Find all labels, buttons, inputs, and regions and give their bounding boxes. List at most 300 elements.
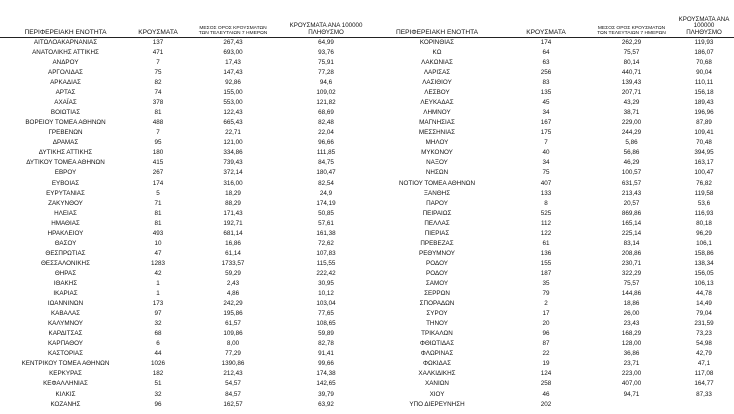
left-avg-7day: 122,43	[223, 109, 243, 117]
right-avg-7day: 207,71	[621, 89, 642, 97]
right-cases-count: 167	[540, 119, 552, 127]
left-cases-count: 378	[152, 99, 164, 107]
table-row	[0, 279, 734, 289]
header-per100k-right: ΚΡΟΥΣΜΑΤΑ ΑΝΑ 100000 ΠΛΗΘΥΣΜΟ	[674, 10, 734, 38]
table-row	[0, 249, 734, 259]
right-region-name: ΝΗΣΩΝ	[425, 169, 449, 177]
left-avg-7day: 1390,86	[221, 360, 245, 368]
right-region-name: ΣΑΜΟΥ	[425, 280, 449, 287]
left-avg-7day: 61,14	[225, 249, 241, 257]
right-per-100k: 80,18	[696, 219, 712, 227]
table-row	[0, 68, 734, 78]
left-cases-count: 137	[152, 38, 164, 46]
right-region-name: ΠΡΕΒΕΖΑΣ	[420, 239, 454, 247]
table-row	[0, 289, 734, 299]
left-avg-7day: 109,86	[223, 330, 243, 338]
right-per-100k: 47,1	[697, 360, 711, 368]
left-avg-7day: 121,00	[223, 139, 243, 147]
left-avg-7day: 334,86	[223, 149, 243, 157]
right-cases-count: 64	[542, 48, 550, 56]
right-avg-7day: 165,14	[621, 219, 642, 227]
left-region-name: ΙΘΑΚΗΣ	[53, 280, 78, 287]
left-avg-7day: 162,57	[223, 400, 243, 408]
right-region-name: ΣΕΡΡΩΝ	[424, 290, 450, 298]
left-per-100k: 222,42	[316, 269, 336, 277]
right-cases-count: 133	[540, 189, 552, 197]
right-avg-7day: 229,00	[621, 119, 642, 127]
right-per-100k: 117,08	[694, 370, 714, 378]
table-row	[0, 309, 734, 319]
right-avg-7day: 23,71	[623, 360, 640, 368]
left-region-name: ΖΑΚΥΝΘΟΥ	[48, 199, 83, 207]
left-per-100k: 142,65	[316, 380, 336, 388]
right-avg-7day: 36,86	[623, 350, 640, 358]
right-per-100k: 163,17	[694, 159, 714, 167]
left-region-name: ΕΒΡΟΥ	[54, 169, 77, 177]
right-avg-7day: 26,00	[623, 310, 640, 318]
right-avg-7day: 56,86	[623, 149, 640, 157]
left-avg-7day: 267,43	[223, 38, 243, 46]
right-region-name: ΝΑΞΟΥ	[426, 159, 448, 167]
right-region-name: ΚΩ	[432, 48, 442, 56]
right-avg-7day: 75,57	[623, 280, 640, 287]
right-cases-count: 407	[540, 179, 552, 187]
right-avg-7day: 168,29	[621, 330, 642, 338]
left-per-100k: 103,04	[316, 300, 336, 308]
left-cases-count: 182	[152, 370, 164, 378]
right-cases-count: 124	[540, 370, 552, 378]
right-region-name: ΜΕΣΣΗΝΙΑΣ	[418, 129, 456, 137]
left-per-100k: 84,75	[318, 159, 334, 167]
left-per-100k: 99,66	[318, 360, 334, 368]
right-cases-count: 256	[540, 69, 552, 77]
left-cases-count: 1	[156, 280, 160, 287]
right-avg-7day: 18,86	[623, 300, 640, 308]
left-cases-count: 415	[152, 159, 164, 167]
left-per-100k: 30,95	[318, 280, 334, 287]
right-cases-count: 61	[542, 239, 550, 247]
table-row	[0, 98, 734, 108]
left-avg-7day: 242,29	[223, 300, 243, 308]
right-cases-count: 34	[542, 109, 550, 117]
right-region-name: ΥΠΟ ΔΙΕΡΕΥΝΗΣΗ	[409, 400, 465, 408]
left-region-name: ΚΕΝΤΡΙΚΟΥ ΤΟΜΕΑ ΑΘΗΝΩΝ	[21, 360, 110, 368]
right-cases-count: 2	[544, 300, 548, 308]
right-region-name: ΠΑΡΟΥ	[426, 199, 448, 207]
left-region-name: ΚΑΣΤΟΡΙΑΣ	[48, 350, 83, 358]
right-region-name: ΤΡΙΚΑΛΩΝ	[421, 330, 453, 338]
right-region-name: ΠΕΛΛΑΣ	[424, 219, 450, 227]
right-region-name: ΛΕΣΒΟΥ	[424, 89, 450, 97]
left-region-name: ΚΑΡΔΙΤΣΑΣ	[48, 330, 83, 338]
left-cases-count: 81	[154, 209, 162, 217]
right-avg-7day: 75,57	[623, 48, 640, 56]
right-cases-count: 83	[542, 79, 550, 87]
left-region-name: ΕΥΡΥΤΑΝΙΑΣ	[46, 189, 85, 197]
left-cases-count: 32	[154, 320, 162, 328]
left-avg-7day: 693,00	[223, 48, 243, 56]
left-region-name: ΓΡΕΒΕΝΩΝ	[48, 129, 83, 137]
right-region-name: ΠΙΕΡΙΑΣ	[424, 229, 450, 237]
left-avg-7day: 8,00	[226, 340, 240, 348]
left-cases-count: 47	[154, 249, 162, 257]
left-cases-count: 488	[152, 119, 164, 127]
right-per-100k: 87,33	[696, 390, 712, 398]
right-per-100k: 156,18	[694, 89, 714, 97]
left-per-100k: 82,54	[318, 179, 334, 187]
table-row	[0, 349, 734, 359]
right-cases-count: 35	[542, 280, 550, 287]
right-cases-count: 87	[542, 340, 550, 348]
right-region-name: ΛΑΚΩΝΙΑΣ	[421, 58, 453, 66]
left-avg-7day: 61,57	[225, 320, 241, 328]
right-avg-7day: 23,43	[623, 320, 640, 328]
left-per-100k: 111,85	[316, 149, 336, 157]
header-region-left: ΠΕΡΙΦΕΡΕΙΑΚΗ ΕΝΟΤΗΤΑ	[0, 10, 131, 38]
right-region-name: ΜΑΓΝΗΣΙΑΣ	[419, 119, 455, 127]
right-avg-7day: 83,14	[623, 239, 640, 247]
left-per-100k: 77,28	[318, 69, 334, 77]
left-per-100k: 64,99	[318, 38, 334, 46]
right-per-100k	[674, 400, 734, 410]
right-avg-7day: 225,14	[621, 229, 642, 237]
left-per-100k: 75,91	[318, 58, 334, 66]
left-region-name: ΔΥΤΙΚΟΥ ΤΟΜΕΑ ΑΘΗΝΩΝ	[26, 159, 105, 167]
left-avg-7day: 192,71	[223, 219, 243, 227]
left-cases-count: 174	[152, 179, 164, 187]
left-region-name: ΗΜΑΘΙΑΣ	[51, 219, 80, 227]
right-avg-7day: 128,00	[621, 340, 642, 348]
left-per-100k: 82,48	[318, 119, 334, 127]
left-cases-count: 51	[154, 380, 162, 388]
left-region-name: ΘΗΡΑΣ	[54, 269, 77, 277]
right-cases-count: 202	[540, 400, 552, 408]
table-row	[0, 78, 734, 88]
right-cases-count: 75	[542, 169, 550, 177]
table-row	[0, 209, 734, 219]
table-row	[0, 48, 734, 58]
left-region-name: ΒΟΡΕΙΟΥ ΤΟΜΕΑ ΑΘΗΝΩΝ	[25, 119, 106, 127]
left-avg-7day: 212,43	[223, 370, 243, 378]
left-cases-count: 180	[152, 149, 164, 157]
right-region-name: ΡΟΔΟΥ	[426, 269, 448, 277]
right-per-100k: 96,29	[696, 229, 712, 237]
left-avg-7day: 88,29	[225, 199, 241, 207]
left-per-100k: 77,65	[318, 310, 334, 318]
right-region-name: ΧΑΛΚΙΔΙΚΗΣ	[418, 370, 456, 378]
right-cases-count: 79	[542, 290, 550, 298]
left-per-100k: 57,61	[318, 219, 334, 227]
left-avg-7day: 316,00	[223, 179, 243, 187]
right-cases-count: 8	[544, 199, 548, 207]
regional-cases-table	[0, 10, 734, 410]
right-per-100k: 79,04	[696, 310, 712, 318]
right-cases-count: 96	[542, 330, 550, 338]
left-per-100k: 59,89	[318, 330, 334, 338]
left-cases-count: 7	[156, 58, 160, 66]
right-cases-count: 46	[542, 390, 550, 398]
left-avg-7day: 17,43	[225, 58, 241, 66]
left-per-100k: 24,9	[319, 189, 333, 197]
left-cases-count: 97	[154, 310, 162, 318]
right-region-name: ΚΟΡΙΝΘΙΑΣ	[419, 38, 455, 46]
left-cases-count: 32	[154, 390, 162, 398]
left-avg-7day: 84,57	[225, 390, 241, 398]
left-cases-count: 267	[152, 169, 164, 177]
left-per-100k: 82,78	[318, 340, 334, 348]
right-per-100k: 110,11	[694, 79, 714, 87]
left-avg-7day: 16,86	[225, 239, 241, 247]
left-cases-count: 81	[154, 109, 162, 117]
table-row	[0, 219, 734, 229]
left-per-100k: 108,65	[316, 320, 336, 328]
table-row	[0, 380, 734, 390]
right-cases-count: 7	[544, 139, 548, 147]
right-cases-count: 40	[542, 149, 550, 157]
table-row	[0, 319, 734, 329]
right-per-100k: 73,23	[696, 330, 712, 338]
left-avg-7day: 2,43	[226, 280, 240, 287]
right-per-100k: 106,13	[694, 280, 714, 287]
right-avg-7day: 80,14	[623, 58, 640, 66]
right-per-100k: 394,95	[694, 149, 714, 157]
right-avg-7day: 100,57	[621, 169, 642, 177]
right-avg-7day: 230,71	[621, 259, 642, 267]
left-avg-7day: 195,86	[223, 310, 243, 318]
right-cases-count: 20	[542, 320, 550, 328]
left-region-name: ΑΡΓΟΛΙΔΑΣ	[48, 69, 83, 77]
right-per-100k: 100,47	[694, 169, 714, 177]
right-avg-7day: 223,00	[621, 370, 642, 378]
table-row	[0, 58, 734, 68]
right-avg-7day: 407,00	[621, 380, 642, 388]
right-per-100k: 70,68	[696, 58, 712, 66]
right-avg-7day: 262,29	[621, 38, 642, 46]
left-region-name: ΒΟΙΩΤΙΑΣ	[50, 109, 81, 117]
right-avg-7day: 139,43	[621, 79, 642, 87]
left-avg-7day: 553,00	[223, 99, 243, 107]
right-per-100k: 70,48	[696, 139, 712, 147]
table-row	[0, 299, 734, 309]
left-per-100k: 72,62	[318, 239, 334, 247]
left-region-name: ΑΡΚΑΔΙΑΣ	[50, 79, 81, 87]
left-per-100k: 93,76	[318, 48, 334, 56]
table-row	[0, 169, 734, 179]
table-row	[0, 339, 734, 349]
left-per-100k: 63,92	[318, 400, 334, 408]
table-row	[0, 108, 734, 118]
right-avg-7day: 43,29	[623, 99, 640, 107]
left-region-name: ΚΟΖΑΝΗΣ	[50, 400, 81, 408]
left-cases-count: 1	[156, 290, 160, 298]
right-avg-7day: 244,29	[621, 129, 642, 137]
left-cases-count: 71	[154, 199, 162, 207]
left-per-100k: 180,47	[316, 169, 336, 177]
right-per-100k: 53,6	[697, 199, 711, 207]
right-avg-7day: 38,71	[623, 109, 640, 117]
right-avg-7day: 631,57	[621, 179, 642, 187]
table-row	[0, 259, 734, 269]
right-region-name: ΦΩΚΙΔΑΣ	[423, 360, 451, 368]
right-cases-count: 175	[540, 129, 552, 137]
left-per-100k: 109,02	[316, 89, 336, 97]
right-region-name: ΦΛΩΡΙΝΑΣ	[420, 350, 454, 358]
left-per-100k: 161,38	[316, 229, 336, 237]
left-cases-count: 81	[154, 219, 162, 227]
left-cases-count: 173	[152, 300, 164, 308]
right-per-100k: 138,34	[694, 259, 714, 267]
left-per-100k: 121,82	[316, 99, 336, 107]
right-region-name: ΛΑΣΙΘΙΟΥ	[422, 79, 452, 87]
left-avg-7day: 92,86	[225, 79, 241, 87]
right-avg-7day	[589, 400, 674, 410]
left-cases-count: 44	[154, 350, 162, 358]
left-region-name: ΗΛΕΙΑΣ	[54, 209, 77, 217]
right-avg-7day: 869,86	[621, 209, 642, 217]
left-per-100k: 68,69	[318, 109, 334, 117]
right-per-100k: 106,1	[696, 239, 712, 247]
header-avg-left: ΜΕΣΟΣ ΟΡΟΣ ΚΡΟΥΣΜΑΤΩΝ ΤΩΝ ΤΕΛΕΥΤΑΙΩΝ 7 ΗΜΕΡΩΝ	[185, 10, 281, 38]
left-cases-count: 493	[152, 229, 164, 237]
header-region-right: ΠΕΡΙΦΕΡΕΙΑΚΗ ΕΝΟΤΗΤΑ	[371, 10, 503, 38]
right-region-name: ΣΠΟΡΑΔΩΝ	[419, 300, 455, 308]
left-per-100k: 174,19	[316, 199, 336, 207]
left-per-100k: 39,79	[318, 390, 334, 398]
left-per-100k: 96,66	[318, 139, 334, 147]
right-region-name: ΞΑΝΘΗΣ	[423, 189, 451, 197]
left-avg-7day: 665,43	[223, 119, 243, 127]
left-avg-7day: 18,29	[225, 189, 241, 197]
right-cases-count: 17	[542, 310, 550, 318]
left-region-name: ΑΡΤΑΣ	[55, 89, 76, 97]
left-avg-7day: 147,43	[223, 69, 243, 77]
left-region-name: ΙΚΑΡΙΑΣ	[53, 290, 78, 298]
right-per-100k: 76,82	[696, 179, 712, 187]
header-avg-right: ΜΕΣΟΣ ΟΡΟΣ ΚΡΟΥΣΜΑΤΩΝ ΤΩΝ ΤΕΛΕΥΤΑΙΩΝ 7 ΗΜΕΡΩΝ	[589, 10, 674, 38]
left-region-name: ΚΕΡΚΥΡΑΣ	[49, 370, 82, 378]
right-per-100k: 109,41	[694, 129, 714, 137]
left-avg-7day: 54,57	[225, 380, 241, 388]
table-row	[0, 38, 734, 49]
right-region-name: ΧΑΝΙΩΝ	[425, 380, 449, 388]
table-row	[0, 370, 734, 380]
left-per-100k: 115,55	[316, 259, 336, 267]
left-region-name: ΑΝΑΤΟΛΙΚΗΣ ΑΤΤΙΚΗΣ	[32, 48, 99, 56]
right-cases-count: 63	[542, 58, 550, 66]
table-row	[0, 128, 734, 138]
right-cases-count: 122	[540, 229, 552, 237]
right-region-name: ΧΙΟΥ	[429, 390, 445, 398]
left-cases-count: 42	[154, 269, 162, 277]
right-avg-7day: 440,71	[621, 69, 642, 77]
left-cases-count: 95	[154, 139, 162, 147]
right-per-100k: 119,58	[694, 189, 714, 197]
right-region-name: ΦΘΙΩΤΙΔΑΣ	[419, 340, 455, 348]
right-per-100k: 87,89	[696, 119, 712, 127]
right-cases-count: 34	[542, 159, 550, 167]
left-region-name: ΚΑΒΑΛΑΣ	[50, 310, 81, 318]
left-region-name: ΔΡΑΜΑΣ	[52, 139, 79, 147]
table-row	[0, 88, 734, 98]
left-avg-7day: 155,00	[223, 89, 243, 97]
right-per-100k: 156,05	[694, 269, 714, 277]
right-region-name: ΤΗΝΟΥ	[426, 320, 448, 328]
left-avg-7day: 681,14	[223, 229, 243, 237]
left-region-name: ΗΡΑΚΛΕΙΟΥ	[47, 229, 84, 237]
left-cases-count: 471	[152, 48, 164, 56]
right-avg-7day: 213,43	[621, 189, 642, 197]
left-region-name: ΚΕΦΑΛΛΗΝΙΑΣ	[43, 380, 88, 388]
table-row	[0, 159, 734, 169]
left-region-name: ΚΑΡΠΑΘΟΥ	[47, 340, 83, 348]
right-region-name: ΛΑΡΙΣΑΣ	[423, 69, 451, 77]
left-avg-7day: 372,14	[223, 169, 243, 177]
left-avg-7day: 171,43	[223, 209, 243, 217]
right-per-100k: 14,49	[696, 300, 712, 308]
right-per-100k: 158,86	[694, 249, 714, 257]
left-region-name: ΚΑΛΥΜΝΟΥ	[47, 320, 84, 328]
left-region-name: ΑΙΤΩΛΟΑΚΑΡΝΑΝΙΑΣ	[33, 38, 98, 46]
left-region-name: ΑΧΑΪΑΣ	[54, 99, 77, 107]
header-cases-right: ΚΡΟΥΣΜΑΤΑ	[503, 10, 589, 38]
left-region-name: ΙΩΑΝΝΙΝΩΝ	[47, 300, 84, 308]
right-cases-count: 135	[540, 89, 552, 97]
table-row	[0, 269, 734, 279]
left-cases-count: 1283	[150, 259, 165, 267]
right-cases-count: 525	[540, 209, 552, 217]
right-avg-7day: 20,57	[623, 199, 640, 207]
right-cases-count: 187	[540, 269, 552, 277]
right-per-100k: 42,79	[696, 350, 712, 358]
table-body	[0, 38, 734, 410]
left-per-100k: 22,04	[318, 129, 334, 137]
right-cases-count: 112	[540, 219, 552, 227]
left-avg-7day: 22,71	[225, 129, 241, 137]
left-region-name: ΑΝΔΡΟΥ	[52, 58, 79, 66]
right-per-100k: 186,07	[694, 48, 714, 56]
left-cases-count: 6	[156, 340, 160, 348]
table-row	[0, 189, 734, 199]
right-avg-7day: 208,86	[621, 249, 642, 257]
header-row	[0, 10, 734, 38]
table-row	[0, 229, 734, 239]
left-avg-7day: 739,43	[223, 159, 243, 167]
right-avg-7day: 144,86	[621, 290, 642, 298]
right-per-100k: 196,96	[694, 109, 714, 117]
right-per-100k: 119,93	[694, 38, 714, 46]
right-cases-count: 258	[540, 380, 552, 388]
left-avg-7day: 1733,57	[221, 259, 245, 267]
left-region-name: ΔΥΤΙΚΗΣ ΑΤΤΙΚΗΣ	[38, 149, 93, 157]
left-avg-7day: 77,29	[225, 350, 241, 358]
right-per-100k: 44,78	[696, 290, 712, 298]
right-avg-7day: 322,29	[621, 269, 642, 277]
left-cases-count: 75	[154, 69, 162, 77]
left-per-100k: 107,83	[316, 249, 336, 257]
left-per-100k: 10,12	[318, 290, 334, 298]
right-region-name: ΣΥΡΟΥ	[426, 310, 448, 318]
left-region-name: ΚΙΛΚΙΣ	[55, 390, 76, 398]
left-region-name: ΘΑΣΟΥ	[54, 239, 77, 247]
right-cases-count: 19	[542, 360, 550, 368]
left-avg-7day: 59,29	[225, 269, 241, 277]
left-cases-count: 74	[154, 89, 162, 97]
right-region-name: ΛΗΜΝΟΥ	[423, 109, 451, 117]
table-row	[0, 118, 734, 128]
right-region-name: ΝΟΤΙΟΥ ΤΟΜΕΑ ΑΘΗΝΩΝ	[398, 179, 476, 187]
right-avg-7day: 46,29	[623, 159, 640, 167]
left-cases-count: 82	[154, 79, 162, 87]
